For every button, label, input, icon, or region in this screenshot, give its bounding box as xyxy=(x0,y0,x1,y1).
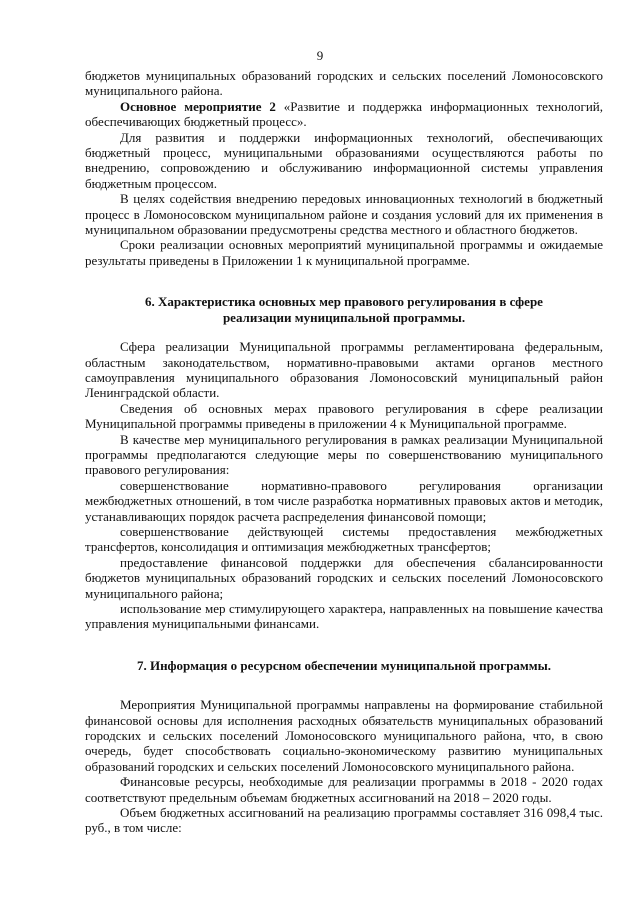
list-item: совершенствование нормативно-правового регулирования организации межбюджетных отношений, в том числе разработка нормативных правовых актов и методик, устанавливающих порядок расчета распределения финансовой помощи; xyxy=(85,477,603,524)
list-item: предоставление финансовой поддержки для обеспечения сбалансированности бюджетов муниципальных образований городских и сельских поселений Ломоносовского муниципального района; xyxy=(85,554,603,601)
paragraph: Для развития и поддержки информационных технологий, обеспечивающих бюджетный процесс, муниципальными образованиями осуществляются работы по внедрению, сопровождению и обслуживанию информационной системы управления бюджетным процессом. xyxy=(85,129,603,191)
paragraph: Объем бюджетных ассигнований на реализацию программы составляет 316 098,4 тыс. руб., в том числе: xyxy=(85,805,603,836)
paragraph: Сфера реализации Муниципальной программы регламентирована федеральным, областным законодательством, нормативно-правовыми актами органов местного самоуправления муниципального образования Ломоносовский муниципальный район Ленинградской области. xyxy=(85,339,603,401)
paragraph-text: «Развитие и поддержка информационных технологий, обеспечивающих бюджетный процесс». xyxy=(85,98,603,130)
paragraph: Мероприятия Муниципальной программы направлены на формирование стабильной финансовой основы для исполнения расходных обязательств муниципальных образований городских и сельских поселений Ломоносовского муниципального района, что, в свою очередь, будет способствовать социально-экономическому развитию муниципальных образований городских и сельских поселений Ломоносовского муниципального района. xyxy=(85,697,603,774)
document-body xyxy=(85,68,603,836)
paragraph: Финансовые ресурсы, необходимые для реализации программы в 2018 - 2020 годах соответствуют предельным объемам бюджетных ассигнований на 2018 – 2020 годы. xyxy=(85,774,603,805)
list-item: использование мер стимулирующего характера, направленных на повышение качества управления муниципальными финансами. xyxy=(85,601,603,632)
bold-lead: Основное мероприятие 2 xyxy=(120,98,276,114)
paragraph: Сроки реализации основных мероприятий муниципальной программы и ожидаемые результаты приведены в Приложении 1 к муниципальной программе. xyxy=(85,237,603,268)
paragraph: В целях содействия внедрению передовых инновационных технологий в бюджетный процесс в Ломоносовском муниципальном районе и создания условий для их применения в муниципальном образовании предусмотрены средства местного и областного бюджетов. xyxy=(85,191,603,238)
heading-line: 6. Характеристика основных мер правового регулирования в сфере xyxy=(145,294,543,310)
paragraph: Сведения об основных мерах правового регулирования в сфере реализации Муниципальной программы приведены в приложении 4 к Муниципальной программе. xyxy=(85,400,603,432)
heading-line: реализации муниципальной программы. xyxy=(222,309,466,325)
section-6-heading xyxy=(85,294,603,325)
list-item: совершенствование действующей системы предоставления межбюджетных трансфертов, консолидация и оптимизация межбюджетных трансфертов; xyxy=(85,523,603,555)
paragraph xyxy=(85,99,603,130)
paragraph: В качестве мер муниципального регулирования в рамках реализации Муниципальной программы предполагаются следующие меры по совершенствованию муниципального правового регулирования: xyxy=(85,431,603,478)
page-number: 9 xyxy=(316,48,324,63)
section-7-heading: 7. Информация о ресурсном обеспечении муниципальной программы. xyxy=(136,657,552,673)
paragraph: бюджетов муниципальных образований городских и сельских поселений Ломоносовского муниципального района. xyxy=(85,68,603,99)
